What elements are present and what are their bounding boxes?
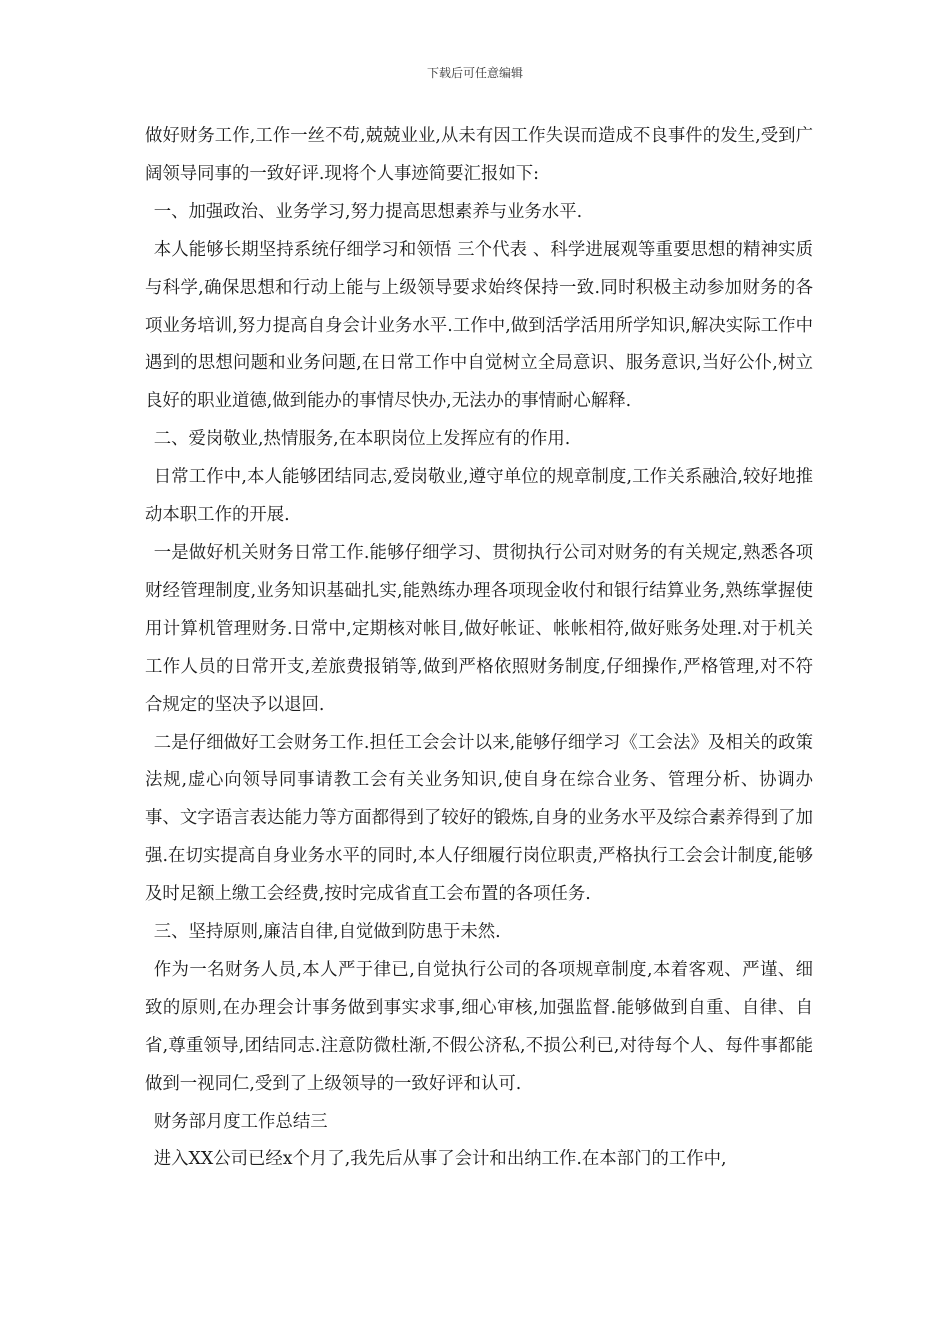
page-header: 下载后可任意编辑 <box>426 66 523 80</box>
paragraph-integrity: 作为一名财务人员,本人严于律已,自觉执行公司的各项规章制度,本着客观、严谨、细致的原则,在办理会计事务做到事实求事,细心审核,加强监督.能够做到自重、自律、自省,尊重领导,团结同志.注意防微杜渐,不假公济私,不损公利已,对待每个人、每件事都能做到一视同仁,受到了上级领导的一致好评和认可. <box>145 959 813 1094</box>
paragraph-daily-work: 日常工作中,本人能够团结同志,爱岗敬业,遵守单位的规章制度,工作关系融洽,较好地推动本职工作的开展. <box>145 467 813 526</box>
paragraph-study: 本人能够长期坚持系统仔细学习和领悟 三个代表 、科学进展观等重要思想的精神实质与科学,确保思想和行动上能与上级领导要求始终保持一致.同时积极主动参加财务的各项业务培训,努力提高自身会计业务水平.工作中,做到活学活用所学知识,解决实际工作中遇到的思想问题和业务问题,在日常工作中自觉树立全局意识、服务意识,当好公仆,树立良好的职业道德,做到能办的事情尽快办,无法办的事情耐心解释. <box>145 239 813 412</box>
section-heading-3: 三、坚持原则,廉洁自律,自觉做到防患于未然. <box>153 922 501 943</box>
summary-title: 财务部月度工作总结三 <box>153 1111 328 1132</box>
paragraph-closing: 进入XX公司已经x个月了,我先后从事了会计和出纳工作.在本部门的工作中, <box>153 1149 727 1170</box>
paragraph-office-finance: 一是做好机关财务日常工作.能够仔细学习、贯彻执行公司对财务的有关规定,熟悉各项财经管理制度,业务知识基础扎实,能熟练办理各项现金收付和银行结算业务,熟练掌握使用计算机管理财务.日常中,定期核对帐目,做好帐证、帐帐相符,做好账务处理.对于机关工作人员的日常开支,差旅费报销等,做到严格依照财务制度,仔细操作,严格管理,对不符合规定的坚决予以退回. <box>145 542 813 715</box>
section-heading-2: 二、爱岗敬业,热情服务,在本职岗位上发挥应有的作用. <box>153 429 571 450</box>
paragraph-union-finance: 二是仔细做好工会财务工作.担任工会会计以来,能够仔细学习《工会法》及相关的政策法规,虚心向领导同事请教工会有关业务知识,使自身在综合业务、管理分析、协调办事、文字语言表达能力等方面都得到了较好的锻炼,自身的业务水平及综合素养得到了加强.在切实提高自身业务水平的同时,本人仔细履行岗位职责,严格执行工会会计制度,能够及时足额上缴工会经费,按时完成省直工会布置的各项任务. <box>145 732 813 905</box>
paragraph-intro: 做好财务工作,工作一丝不苟,兢兢业业,从未有因工作失误而造成不良事件的发生,受到广阔领导同事的一致好评.现将个人事迹简要汇报如下: <box>145 126 813 184</box>
document-body <box>145 118 813 1179</box>
section-heading-1: 一、加强政治、业务学习,努力提高思想素养与业务水平. <box>153 201 583 222</box>
